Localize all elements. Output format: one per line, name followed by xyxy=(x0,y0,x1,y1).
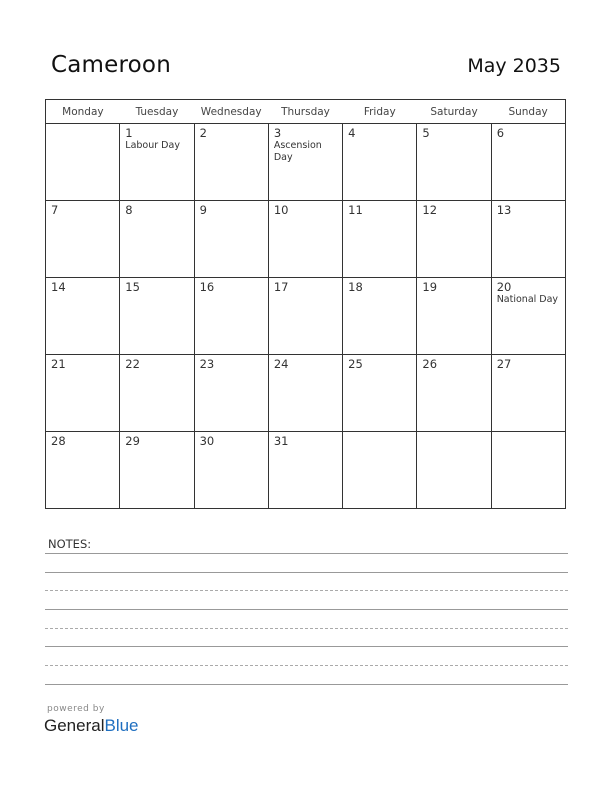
calendar-day-cell xyxy=(120,201,194,278)
weekday-tuesday: Tuesday xyxy=(120,100,194,124)
notes-line xyxy=(45,609,568,610)
day-number: 8 xyxy=(125,203,133,217)
day-number: 26 xyxy=(422,357,438,371)
weekday-friday: Friday xyxy=(343,100,417,124)
day-number: 7 xyxy=(51,203,59,217)
notes-line xyxy=(45,684,568,685)
calendar-day-cell xyxy=(417,278,491,355)
calendar-week-row xyxy=(46,124,566,201)
day-number: 19 xyxy=(422,280,438,294)
calendar-day-cell xyxy=(343,124,417,201)
notes-line xyxy=(45,665,568,666)
day-number: 4 xyxy=(348,126,356,140)
day-number: 23 xyxy=(199,357,215,371)
calendar-day-cell xyxy=(46,278,120,355)
calendar-day-cell xyxy=(491,201,565,278)
day-number: 17 xyxy=(273,280,289,294)
calendar-day-cell xyxy=(268,278,342,355)
calendar-day-cell xyxy=(120,124,194,201)
calendar-day-cell xyxy=(120,278,194,355)
day-number: 25 xyxy=(348,357,363,371)
holiday-label: National Day xyxy=(496,294,559,305)
calendar-day-cell xyxy=(491,355,565,432)
calendar-day-cell xyxy=(343,201,417,278)
day-number: 9 xyxy=(199,203,207,217)
day-number: 28 xyxy=(51,434,66,448)
day-number: 30 xyxy=(199,434,215,448)
day-number: 2 xyxy=(199,126,207,140)
day-number: 29 xyxy=(125,434,140,448)
calendar-grid xyxy=(45,99,566,509)
calendar-week-row xyxy=(46,278,566,355)
notes-line xyxy=(45,590,568,591)
calendar-week-row xyxy=(46,201,566,278)
calendar-day-cell xyxy=(194,278,268,355)
day-number: 13 xyxy=(496,203,512,217)
day-number: 15 xyxy=(125,280,140,294)
month-year-label: May 2035 xyxy=(467,55,561,77)
day-number: 16 xyxy=(199,280,215,294)
notes-line xyxy=(45,628,568,629)
calendar-day-cell xyxy=(194,432,268,509)
calendar-week-row xyxy=(46,355,566,432)
calendar-day-cell xyxy=(417,355,491,432)
calendar-day-cell xyxy=(46,201,120,278)
calendar-day-cell xyxy=(343,278,417,355)
brand-logo xyxy=(44,716,139,736)
day-number: 12 xyxy=(422,203,438,217)
notes-line xyxy=(45,572,568,573)
calendar-day-cell xyxy=(417,201,491,278)
calendar-day-cell xyxy=(491,124,565,201)
day-number: 6 xyxy=(496,126,505,140)
day-number: 5 xyxy=(422,126,430,140)
brand-general-text: General xyxy=(44,716,105,735)
day-number: 10 xyxy=(273,203,289,217)
holiday-label: Ascension Day xyxy=(273,140,322,163)
weekday-monday: Monday xyxy=(46,100,120,124)
day-number: 20 xyxy=(496,280,512,294)
calendar-day-cell xyxy=(120,355,194,432)
calendar-day-cell xyxy=(194,124,268,201)
day-number: 18 xyxy=(348,280,363,294)
weekday-saturday: Saturday xyxy=(417,100,491,124)
day-number: 3 xyxy=(273,126,282,140)
calendar-day-cell xyxy=(491,278,565,355)
day-number: 1 xyxy=(125,126,133,140)
calendar-day-cell xyxy=(343,432,417,509)
calendar-day-cell xyxy=(491,432,565,509)
calendar-day-cell xyxy=(268,124,342,201)
day-number: 31 xyxy=(273,434,289,448)
calendar-day-cell xyxy=(268,201,342,278)
brand-blue-text: Blue xyxy=(104,716,139,735)
notes-label: NOTES: xyxy=(48,537,92,551)
calendar-day-cell xyxy=(194,355,268,432)
calendar-day-cell xyxy=(46,124,120,201)
calendar-day-cell xyxy=(268,432,342,509)
weekday-sunday: Sunday xyxy=(491,100,565,124)
weekday-thursday: Thursday xyxy=(268,100,342,124)
weekday-header-row xyxy=(46,100,566,124)
day-number: 11 xyxy=(348,203,363,217)
page-title: Cameroon xyxy=(51,52,171,78)
notes-line xyxy=(45,646,568,647)
powered-by-label: powered by xyxy=(47,704,105,714)
calendar-day-cell xyxy=(194,201,268,278)
day-number: 27 xyxy=(496,357,512,371)
day-number: 14 xyxy=(51,280,66,294)
day-number: 24 xyxy=(273,357,289,371)
calendar-day-cell xyxy=(46,355,120,432)
holiday-label: Labour Day xyxy=(125,140,180,151)
calendar-day-cell xyxy=(268,355,342,432)
calendar-week-row xyxy=(46,432,566,509)
weekday-wednesday: Wednesday xyxy=(194,100,268,124)
day-number: 21 xyxy=(51,357,66,371)
calendar-day-cell xyxy=(417,432,491,509)
calendar-day-cell xyxy=(343,355,417,432)
calendar-day-cell xyxy=(120,432,194,509)
calendar-day-cell xyxy=(46,432,120,509)
calendar-day-cell xyxy=(417,124,491,201)
notes-line xyxy=(45,553,568,554)
day-number: 22 xyxy=(125,357,140,371)
